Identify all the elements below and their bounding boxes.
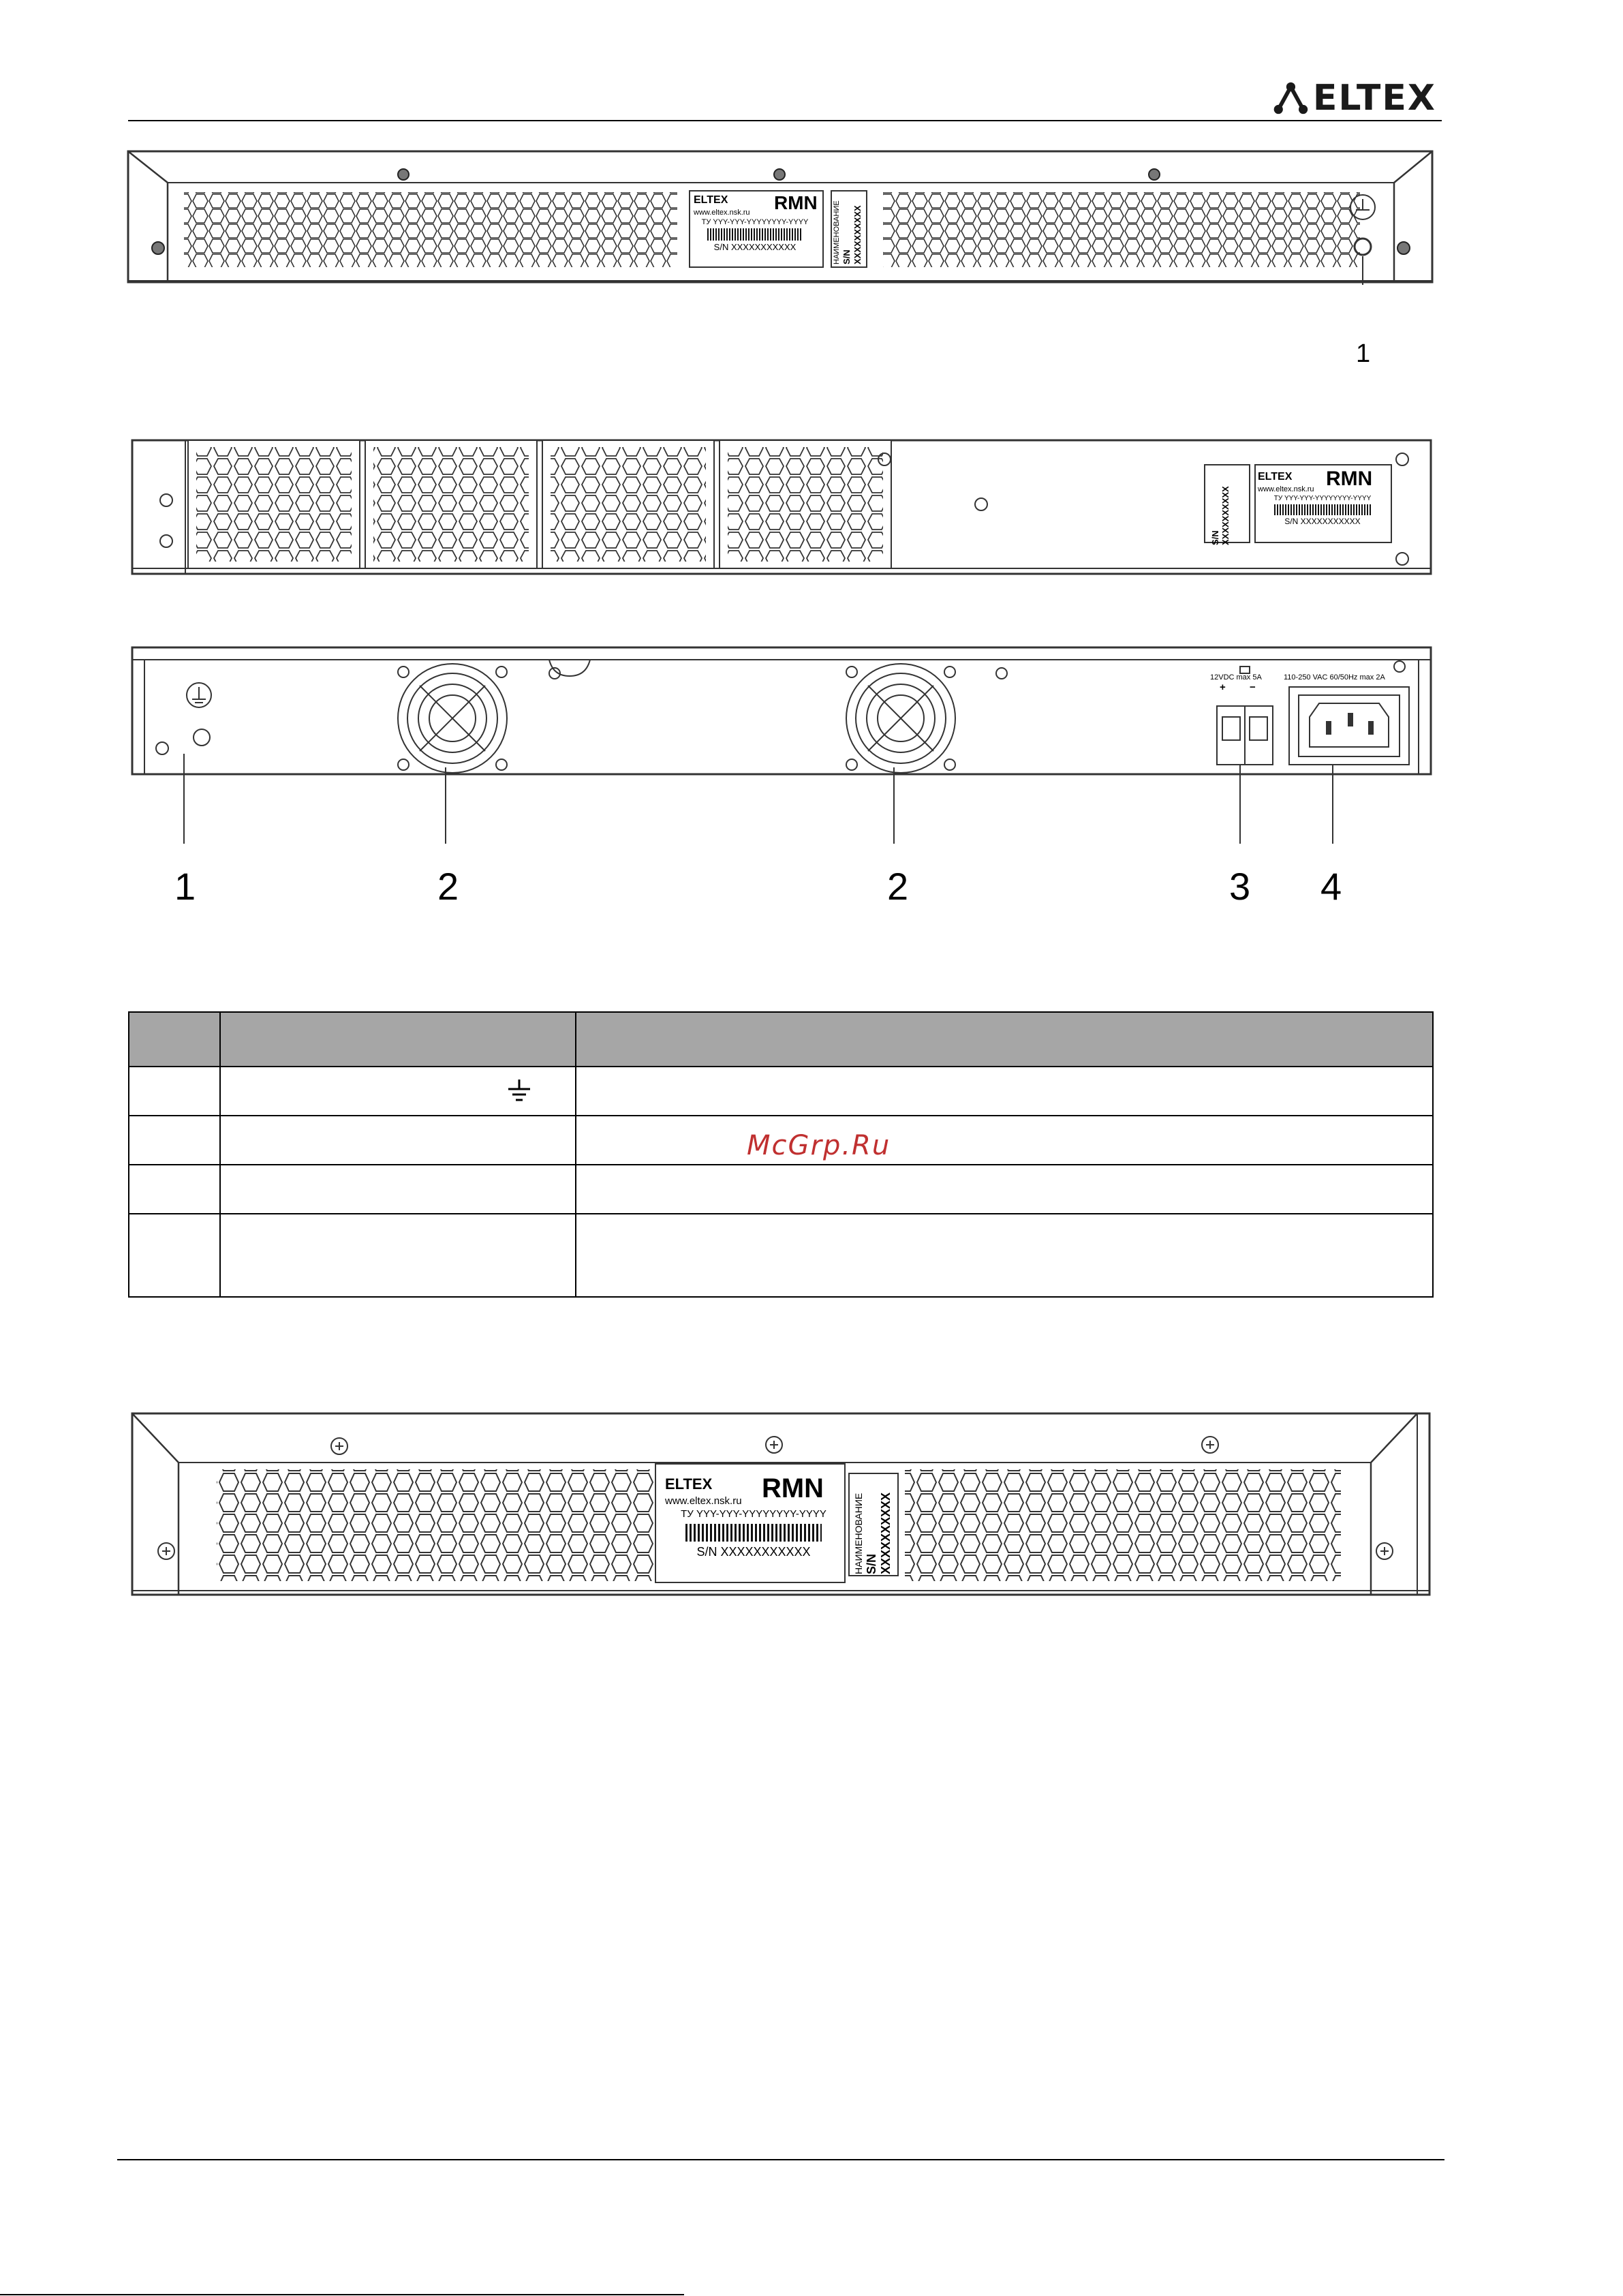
table-cell [576,1214,1433,1297]
front-callout-1: 1 [1356,339,1371,368]
bottom-side-label-serial: S/N XXXXXXXXXX [864,1492,893,1574]
ac-label: 110-250 VAC 60/50Hz max 2A [1284,673,1385,682]
dc-minus-label: − [1250,682,1256,693]
front-label-website: www.eltex.nsk.ru [694,208,750,217]
side-label-serial: S/N XXXXXXXXXXX [1284,517,1361,527]
bottom-label-name-mark: ИМЯ [762,1473,824,1503]
table-cell [129,1116,220,1165]
bottom-label-tu-code: ТУ YYY-YYY-YYYYYYYY-YYYY [681,1508,826,1520]
side-label-side-serial: S/N XXXXXXXXXX [1210,486,1231,545]
front-side-label [833,191,863,264]
dc-plus-label: + [1220,682,1226,693]
side-label-brand: ELTEX [1258,471,1293,483]
eltex-logo-text: ELTEX [1312,78,1436,119]
side-label-website: www.eltex.nsk.ru [1258,485,1314,493]
rear-callout-3: 3 [1229,865,1251,908]
bottom-label-barcode [685,1524,822,1542]
rear-callout-2b: 2 [887,865,909,908]
front-side-label-serial: S/N XXXXXXXXXX [841,205,863,264]
bottom-side-label-caption: НАИМЕНОВАНИЕ [853,1493,864,1574]
eltex-logo [1273,74,1436,123]
side-fan-module-1 [188,440,360,568]
table-cell [576,1165,1433,1214]
rear-callout-4: 4 [1320,865,1342,908]
rear-callout-2a: 2 [437,865,459,908]
side-fan-module-4 [720,440,891,568]
rear-callout-1: 1 [174,865,196,908]
table-row [129,1165,1433,1214]
table-cell [576,1067,1433,1116]
bottom-label-brand: ELTEX [665,1475,713,1493]
eltex-triangle-logo-icon [1273,78,1309,119]
table-cell [129,1165,220,1214]
side-view-figure [131,439,1434,577]
bottom-side-label [853,1472,894,1574]
footer-rule [117,2159,1444,2160]
front-label-tu-code: ТУ YYY-YYY-YYYYYYYY-YYYY [701,218,809,227]
legend-table-header [129,1012,1433,1067]
side-fan-module-3 [542,440,714,568]
footnote-rule [0,2294,684,2295]
legend-header-cell-1 [129,1012,220,1067]
side-label-name-mark: ИМЯ [1326,468,1373,490]
front-label-barcode [707,228,803,241]
table-cell [576,1116,1433,1165]
side-label-barcode [1274,504,1371,515]
table-cell [220,1116,576,1165]
table-cell [220,1214,576,1297]
table-cell [220,1067,576,1116]
table-row [129,1067,1433,1116]
rear-fan-2 [846,664,955,844]
side-label-tu-code: ТУ YYY-YYY-YYYYYYYY-YYYY [1273,495,1372,503]
table-row [129,1214,1433,1297]
side-fan-module-2 [365,440,537,568]
bottom-label-website: www.eltex.nsk.ru [665,1495,742,1507]
table-cell [129,1067,220,1116]
front-label-name-mark: ИМЯ [774,192,818,213]
ground-icon [506,1078,533,1103]
header-rule [128,120,1442,121]
table-cell [129,1214,220,1297]
bottom-label-serial: S/N XXXXXXXXXXX [696,1544,811,1559]
front-side-label-caption: НАИМЕНОВАНИЕ [833,200,841,264]
front-label-brand: ELTEX [694,194,728,206]
dc-label: 12VDC max 5A [1210,673,1262,682]
legend-header-cell-2 [220,1012,576,1067]
table-cell [220,1165,576,1214]
ac-power-inlet [1289,687,1409,844]
watermark: McGrp.Ru [747,1130,891,1161]
rear-fan-1 [398,664,507,844]
front-label-serial: S/N XXXXXXXXXXX [713,242,797,253]
legend-header-cell-3 [576,1012,1433,1067]
